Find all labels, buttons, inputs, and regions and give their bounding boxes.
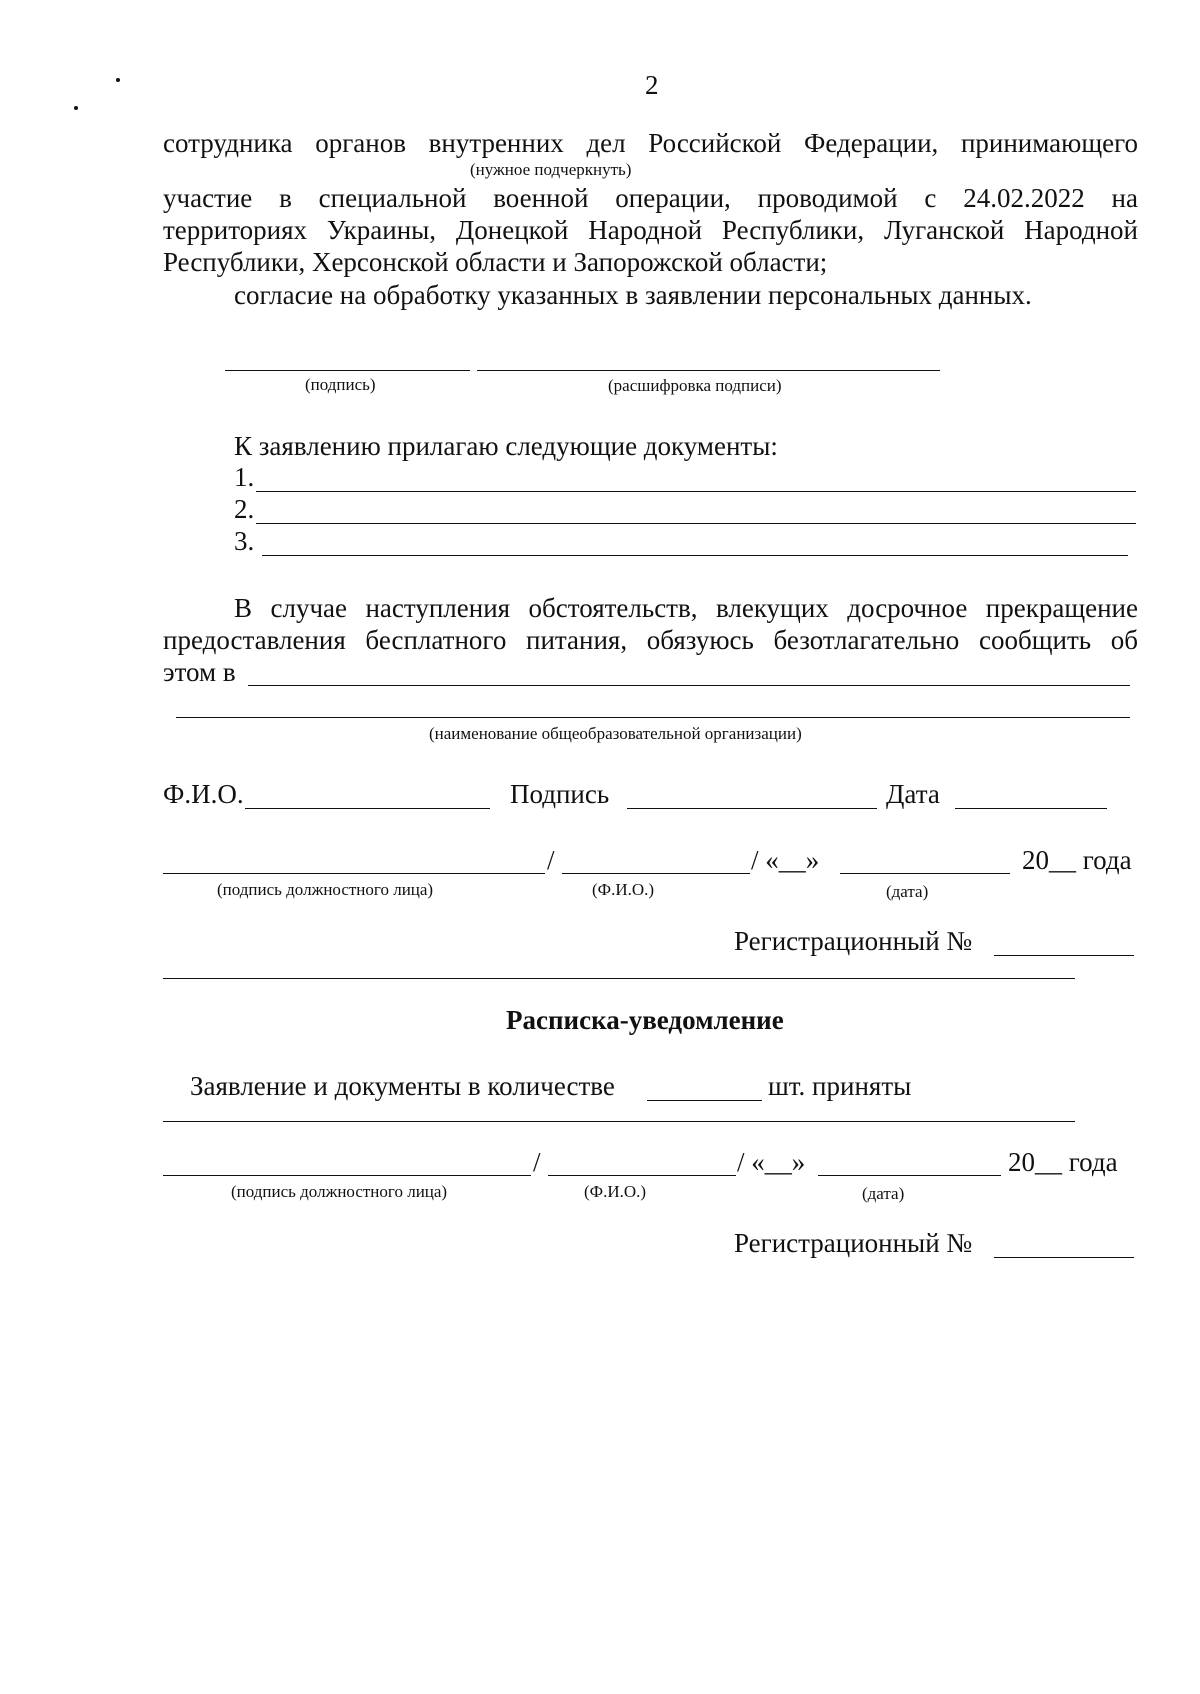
signature-field-line bbox=[627, 808, 877, 809]
consent-line: согласие на обработку указанных в заявлении персональных данных. bbox=[234, 280, 1032, 310]
official-date-label-1: (дата) bbox=[886, 882, 929, 901]
day-quotes-1: / «__» bbox=[751, 845, 820, 875]
attachment-item-2: 2. bbox=[234, 494, 255, 524]
attachment-item-1: 1. bbox=[234, 462, 255, 492]
official-fio-label-2: (Ф.И.О.) bbox=[584, 1182, 647, 1201]
signature-decoding-label: (расшифровка подписи) bbox=[608, 376, 782, 395]
official-date-label-2: (дата) bbox=[862, 1184, 905, 1203]
official-fio-line-2 bbox=[548, 1175, 736, 1176]
intro-line-3: территориях Украины, Донецкой Народной Республики, Луганской Народной bbox=[163, 215, 1138, 245]
signature-field-label: Подпись bbox=[510, 779, 610, 809]
quantity-line bbox=[647, 1100, 762, 1101]
month-line-1 bbox=[840, 873, 1010, 874]
organization-line-1 bbox=[248, 685, 1130, 686]
scan-speck bbox=[74, 106, 78, 110]
official-signature-line-2 bbox=[163, 1175, 531, 1176]
intro-line-2: участие в специальной военной операции, проводимой с 24.02.2022 на bbox=[163, 183, 1138, 213]
date-line bbox=[955, 808, 1107, 809]
intro-line-1: сотрудника органов внутренних дел Российской Федерации, принимающего bbox=[163, 128, 1138, 158]
receipt-title: Расписка-уведомление bbox=[506, 1005, 784, 1035]
intro-line-4: Республики, Херсонской области и Запорожской области; bbox=[163, 247, 828, 277]
obligation-line-2: предоставления бесплатного питания, обязуюсь безотлагательно сообщить об bbox=[163, 625, 1138, 655]
attachments-heading: К заявлению прилагаю следующие документы: bbox=[234, 431, 778, 461]
attachment-line-3 bbox=[262, 555, 1128, 556]
page-number: 2 bbox=[645, 70, 659, 100]
fio-label: Ф.И.О. bbox=[163, 779, 244, 809]
month-line-2 bbox=[818, 1175, 1001, 1176]
receipt-line-start: Заявление и документы в количестве bbox=[190, 1071, 615, 1101]
official-fio-label-1: (Ф.И.О.) bbox=[592, 880, 655, 899]
year-label-2: 20__ года bbox=[1008, 1147, 1118, 1177]
receipt-line-end: шт. приняты bbox=[768, 1071, 912, 1101]
registration-line-2 bbox=[994, 1257, 1134, 1258]
signature-label: (подпись) bbox=[305, 375, 376, 394]
registration-label-1: Регистрационный № bbox=[734, 926, 973, 956]
signature-decoding-line bbox=[477, 370, 940, 371]
scan-speck bbox=[116, 78, 120, 82]
underline-note: (нужное подчеркнуть) bbox=[470, 160, 632, 179]
year-label-1: 20__ года bbox=[1022, 845, 1132, 875]
receipt-divider bbox=[163, 1121, 1075, 1122]
official-signature-label-2: (подпись должностного лица) bbox=[231, 1182, 448, 1201]
fio-line bbox=[245, 808, 490, 809]
official-signature-line-1 bbox=[163, 873, 545, 874]
obligation-line-3: этом в bbox=[163, 657, 236, 687]
obligation-line-1: В случае наступления обстоятельств, влекущих досрочное прекращение bbox=[234, 593, 1138, 623]
signature-line bbox=[225, 370, 470, 371]
attachment-line-2 bbox=[256, 523, 1136, 524]
organization-label: (наименование общеобразовательной организации) bbox=[429, 724, 802, 743]
registration-line-1 bbox=[994, 955, 1134, 956]
official-fio-line-1 bbox=[562, 873, 750, 874]
day-quotes-2: / «__» bbox=[737, 1147, 806, 1177]
slash-separator-2: / bbox=[533, 1147, 541, 1177]
registration-label-2: Регистрационный № bbox=[734, 1228, 973, 1258]
organization-line-2 bbox=[176, 717, 1130, 718]
section-divider bbox=[163, 978, 1075, 979]
attachment-line-1 bbox=[256, 491, 1136, 492]
attachment-item-3: 3. bbox=[234, 526, 255, 556]
official-signature-label-1: (подпись должностного лица) bbox=[217, 880, 434, 899]
slash-separator-1: / bbox=[547, 845, 555, 875]
date-label: Дата bbox=[886, 779, 940, 809]
